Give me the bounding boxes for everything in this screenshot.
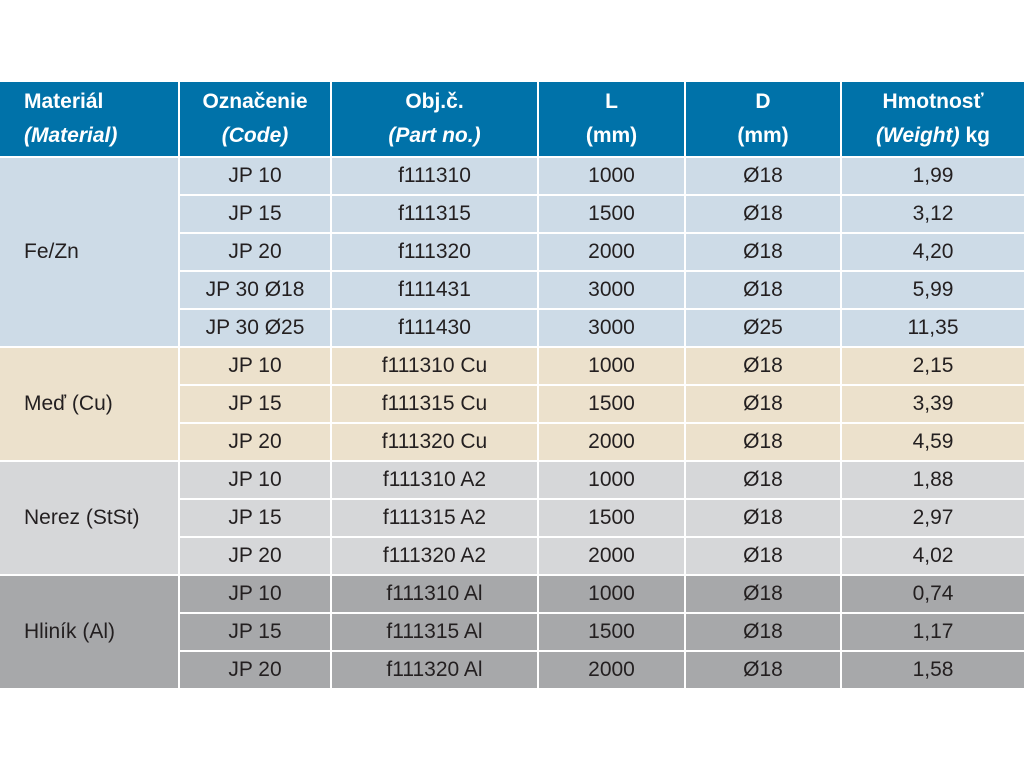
code-cell: JP 30 Ø18	[180, 272, 332, 310]
header-length-unit: (mm)	[585, 124, 638, 147]
length-cell: 1500	[539, 196, 686, 234]
part-no-cell: f111431	[332, 272, 539, 310]
length-cell: 2000	[539, 234, 686, 272]
header-weight-en	[842, 119, 1024, 153]
diameter-cell: Ø18	[686, 614, 842, 652]
code-cell: JP 10	[180, 462, 332, 500]
diameter-cell: Ø18	[686, 500, 842, 538]
length-cell: 3000	[539, 310, 686, 348]
table-header	[0, 82, 1024, 158]
header-material-sk: Materiál	[24, 90, 104, 113]
weight-cell: 1,88	[842, 462, 1024, 500]
diameter-cell: Ø18	[686, 576, 842, 614]
length-cell: 1500	[539, 386, 686, 424]
part-no-cell: f111320 Al	[332, 652, 539, 690]
table-row	[0, 576, 1024, 614]
part-no-cell: f111310 Cu	[332, 348, 539, 386]
weight-cell: 4,20	[842, 234, 1024, 272]
diameter-cell: Ø18	[686, 386, 842, 424]
header-length	[539, 82, 686, 158]
code-cell: JP 15	[180, 386, 332, 424]
header-part-en: (Part no.)	[388, 124, 481, 147]
part-no-cell: f111310 Al	[332, 576, 539, 614]
diameter-cell: Ø18	[686, 538, 842, 576]
code-cell: JP 20	[180, 424, 332, 462]
header-diameter-unit: (mm)	[737, 124, 789, 147]
length-cell: 3000	[539, 272, 686, 310]
length-cell: 1000	[539, 348, 686, 386]
code-cell: JP 15	[180, 500, 332, 538]
code-cell: JP 20	[180, 538, 332, 576]
weight-cell: 1,58	[842, 652, 1024, 690]
table-body	[0, 158, 1024, 690]
header-material	[0, 82, 180, 158]
diameter-cell: Ø18	[686, 424, 842, 462]
weight-cell: 4,59	[842, 424, 1024, 462]
header-code-en: (Code)	[221, 124, 289, 147]
header-weight-sk: Hmotnosť	[882, 90, 984, 113]
weight-cell: 1,17	[842, 614, 1024, 652]
diameter-cell: Ø18	[686, 652, 842, 690]
table-row	[0, 462, 1024, 500]
diameter-cell: Ø18	[686, 272, 842, 310]
header-diameter	[686, 82, 842, 158]
header-weight-en-label: (Weight)	[876, 124, 960, 147]
part-no-cell: f111320 Cu	[332, 424, 539, 462]
length-cell: 2000	[539, 424, 686, 462]
code-cell: JP 30 Ø25	[180, 310, 332, 348]
part-no-cell: f111320 A2	[332, 538, 539, 576]
part-no-cell: f111310	[332, 158, 539, 196]
weight-cell: 3,12	[842, 196, 1024, 234]
length-cell: 2000	[539, 652, 686, 690]
weight-cell: 3,39	[842, 386, 1024, 424]
diameter-cell: Ø18	[686, 234, 842, 272]
header-row	[0, 82, 1024, 158]
table-row	[0, 158, 1024, 196]
code-cell: JP 10	[180, 576, 332, 614]
diameter-cell: Ø18	[686, 158, 842, 196]
code-cell: JP 15	[180, 614, 332, 652]
diameter-cell: Ø18	[686, 348, 842, 386]
material-cell: Nerez (StSt)	[0, 462, 180, 576]
material-cell: Hliník (Al)	[0, 576, 180, 690]
length-cell: 1500	[539, 500, 686, 538]
code-cell: JP 15	[180, 196, 332, 234]
length-cell: 2000	[539, 538, 686, 576]
header-diameter-label: D	[755, 90, 771, 113]
length-cell: 1000	[539, 462, 686, 500]
part-no-cell: f111430	[332, 310, 539, 348]
length-cell: 1000	[539, 576, 686, 614]
table-row	[0, 348, 1024, 386]
weight-cell: 0,74	[842, 576, 1024, 614]
weight-cell: 2,97	[842, 500, 1024, 538]
product-table	[0, 82, 1024, 690]
diameter-cell: Ø18	[686, 196, 842, 234]
header-length-label: L	[605, 90, 618, 113]
code-cell: JP 20	[180, 234, 332, 272]
diameter-cell: Ø18	[686, 462, 842, 500]
header-code	[180, 82, 332, 158]
code-cell: JP 10	[180, 158, 332, 196]
header-material-en: (Material)	[24, 124, 118, 147]
length-cell: 1500	[539, 614, 686, 652]
header-part-no	[332, 82, 539, 158]
header-weight-unit: kg	[965, 124, 990, 147]
part-no-cell: f111315 Cu	[332, 386, 539, 424]
weight-cell: 11,35	[842, 310, 1024, 348]
header-weight	[842, 82, 1024, 158]
code-cell: JP 20	[180, 652, 332, 690]
weight-cell: 5,99	[842, 272, 1024, 310]
part-no-cell: f111310 A2	[332, 462, 539, 500]
weight-cell: 4,02	[842, 538, 1024, 576]
length-cell: 1000	[539, 158, 686, 196]
weight-cell: 2,15	[842, 348, 1024, 386]
part-no-cell: f111315	[332, 196, 539, 234]
material-cell: Fe/Zn	[0, 158, 180, 348]
part-no-cell: f111315 A2	[332, 500, 539, 538]
header-code-sk: Označenie	[202, 90, 308, 113]
part-no-cell: f111315 Al	[332, 614, 539, 652]
diameter-cell: Ø25	[686, 310, 842, 348]
part-no-cell: f111320	[332, 234, 539, 272]
weight-cell: 1,99	[842, 158, 1024, 196]
code-cell: JP 10	[180, 348, 332, 386]
header-part-sk: Obj.č.	[405, 90, 464, 113]
material-cell: Meď (Cu)	[0, 348, 180, 462]
